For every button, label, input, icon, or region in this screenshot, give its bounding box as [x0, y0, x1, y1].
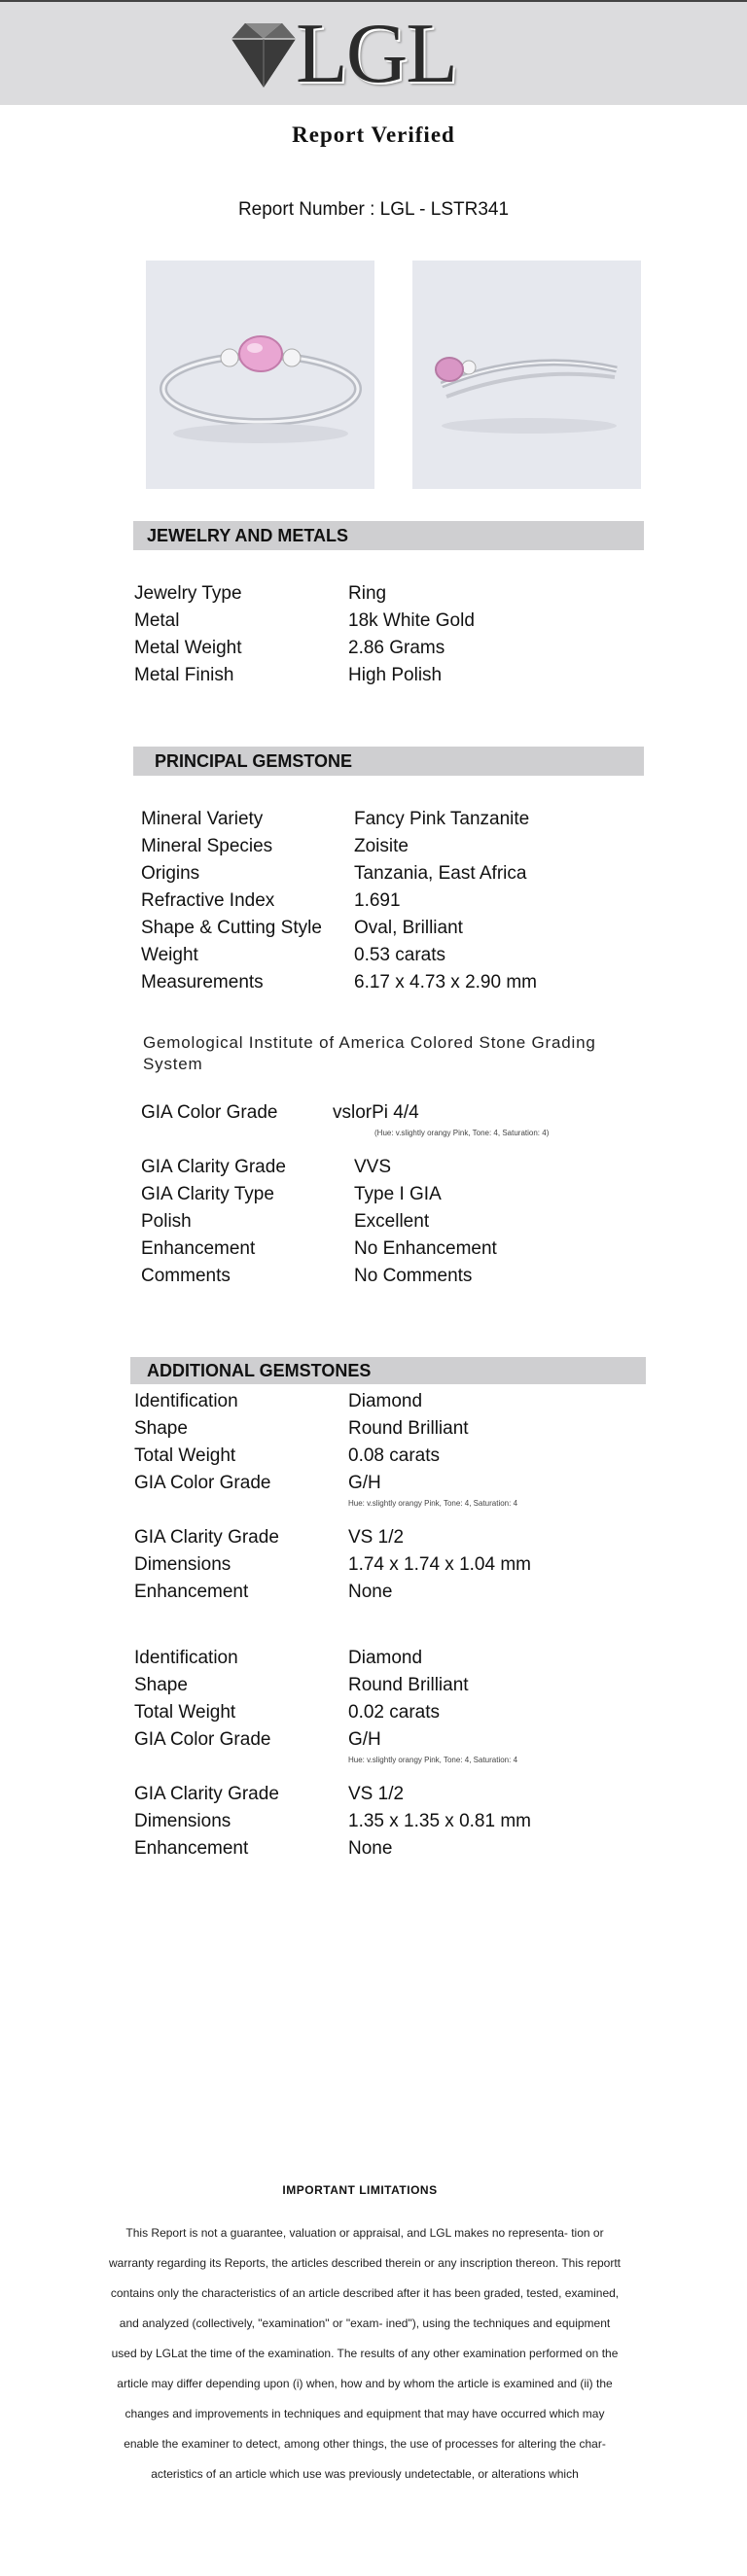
- gia-color-grade-label: GIA Color Grade: [141, 1102, 278, 1123]
- additional-label: Enhancement: [134, 1582, 249, 1602]
- limitations-title: IMPORTANT LIMITATIONS: [282, 2183, 438, 2197]
- principal-label: Enhancement: [141, 1238, 256, 1259]
- ring-image: [412, 261, 641, 489]
- additional-value: 0.08 carats: [348, 1445, 440, 1466]
- principal-label: Weight: [141, 945, 198, 965]
- additional-value: G/H: [348, 1729, 381, 1750]
- jewelry-value: 2.86 Grams: [348, 638, 445, 658]
- principal-value: 1.691: [354, 890, 401, 911]
- additional-label: Identification: [134, 1648, 238, 1668]
- principal-value: 0.53 carats: [354, 945, 445, 965]
- additional-label: Total Weight: [134, 1702, 236, 1723]
- lgl-logo: [226, 7, 479, 101]
- principal-label: Origins: [141, 863, 200, 884]
- additional-label: GIA Color Grade: [134, 1473, 271, 1493]
- header-banner: [0, 0, 747, 105]
- additional-color-note: Hue: v.slightly orangy Pink, Tone: 4, Saturation: 4: [348, 1756, 518, 1764]
- principal-value: Excellent: [354, 1211, 430, 1232]
- jewelry-value: 18k White Gold: [348, 610, 475, 631]
- section-principal-heading: PRINCIPAL GEMSTONE: [133, 747, 644, 776]
- additional-value: None: [348, 1582, 393, 1602]
- additional-value: None: [348, 1838, 393, 1859]
- jewelry-value: Ring: [348, 583, 387, 604]
- additional-value: Diamond: [348, 1648, 423, 1668]
- principal-label: Comments: [141, 1266, 231, 1286]
- limitations-text: This Report is not a guarantee, valuation or appraisal, and LGL makes no representa- tion or warranty regarding its Reports, the articles described therein or any inscription thereon. This reportt contains only the characteristics of an article described after it has been graded, tested, examined, and analyzed (collectively, "examination" or "exam- ined"), using the techniques and equipment used by LGLat the time of the examination. The results of any other examination performed on the article may differ depending upon (i) when, how and by whom the article is examined and (ii) the changes and improvements in techniques and equipment that may have occurred which may enable the examiner to detect, among other things, the use of processes for altering the char- acteristics of an article which use was previously undetectable, or alterations which: [108, 2226, 622, 2481]
- additional-value: Round Brilliant: [348, 1418, 469, 1439]
- ring-image: [146, 261, 374, 489]
- additional-value: VS 1/2: [348, 1527, 405, 1548]
- principal-value: No Comments: [354, 1266, 473, 1286]
- jewelry-value: High Polish: [348, 665, 443, 685]
- principal-value: 6.17 x 4.73 x 2.90 mm: [354, 972, 537, 992]
- diamond-icon: [226, 17, 302, 93]
- additional-label: Shape: [134, 1418, 188, 1439]
- gia-grading-header: Gemological Institute of America Colored Stone Grading System: [143, 1033, 596, 1073]
- principal-label: Shape & Cutting Style: [141, 918, 322, 938]
- additional-value: Diamond: [348, 1391, 423, 1411]
- additional-value: Round Brilliant: [348, 1675, 469, 1695]
- principal-label: Polish: [141, 1211, 192, 1232]
- principal-value: Zoisite: [354, 836, 409, 856]
- jewelry-label: Metal Weight: [134, 638, 242, 658]
- additional-value: 0.02 carats: [348, 1702, 440, 1723]
- principal-value: Fancy Pink Tanzanite: [354, 809, 530, 829]
- additional-label: GIA Clarity Grade: [134, 1527, 279, 1548]
- principal-label: GIA Clarity Grade: [141, 1157, 286, 1177]
- ring-front-photo: [146, 261, 374, 489]
- principal-label: Mineral Variety: [141, 809, 264, 829]
- principal-label: GIA Clarity Type: [141, 1184, 274, 1204]
- gia-color-grade-value: vslorPi 4/4: [333, 1102, 419, 1123]
- principal-value: Type I GIA: [354, 1184, 442, 1204]
- additional-color-note: Hue: v.slightly orangy Pink, Tone: 4, Saturation: 4: [348, 1499, 518, 1508]
- additional-label: Shape: [134, 1675, 188, 1695]
- additional-value: 1.35 x 1.35 x 0.81 mm: [348, 1811, 531, 1831]
- jewelry-label: Metal Finish: [134, 665, 234, 685]
- principal-value: Tanzania, East Africa: [354, 863, 527, 884]
- additional-value: G/H: [348, 1473, 381, 1493]
- jewelry-label: Metal: [134, 610, 180, 631]
- report-number: Report Number : LGL - LSTR341: [237, 199, 510, 220]
- principal-value: VVS: [354, 1157, 392, 1177]
- gia-color-grade-note: (Hue: v.slightly orangy Pink, Tone: 4, Saturation: 4): [374, 1129, 550, 1137]
- section-jewelry-heading: JEWELRY AND METALS: [133, 521, 644, 550]
- principal-label: Measurements: [141, 972, 264, 992]
- page-title: Report Verified: [292, 122, 455, 147]
- additional-value: 1.74 x 1.74 x 1.04 mm: [348, 1554, 531, 1575]
- additional-label: Total Weight: [134, 1445, 236, 1466]
- additional-label: Dimensions: [134, 1811, 231, 1831]
- logo-text: LGL: [296, 7, 457, 101]
- additional-label: GIA Color Grade: [134, 1729, 271, 1750]
- principal-value: Oval, Brilliant: [354, 918, 463, 938]
- additional-label: Dimensions: [134, 1554, 231, 1575]
- ring-side-photo: [412, 261, 641, 489]
- principal-label: Refractive Index: [141, 890, 275, 911]
- additional-label: Enhancement: [134, 1838, 249, 1859]
- principal-label: Mineral Species: [141, 836, 273, 856]
- jewelry-label: Jewelry Type: [134, 583, 242, 604]
- additional-label: GIA Clarity Grade: [134, 1784, 279, 1804]
- principal-value: No Enhancement: [354, 1238, 497, 1259]
- additional-value: VS 1/2: [348, 1784, 405, 1804]
- section-additional-heading: ADDITIONAL GEMSTONES: [130, 1357, 646, 1384]
- additional-label: Identification: [134, 1391, 238, 1411]
